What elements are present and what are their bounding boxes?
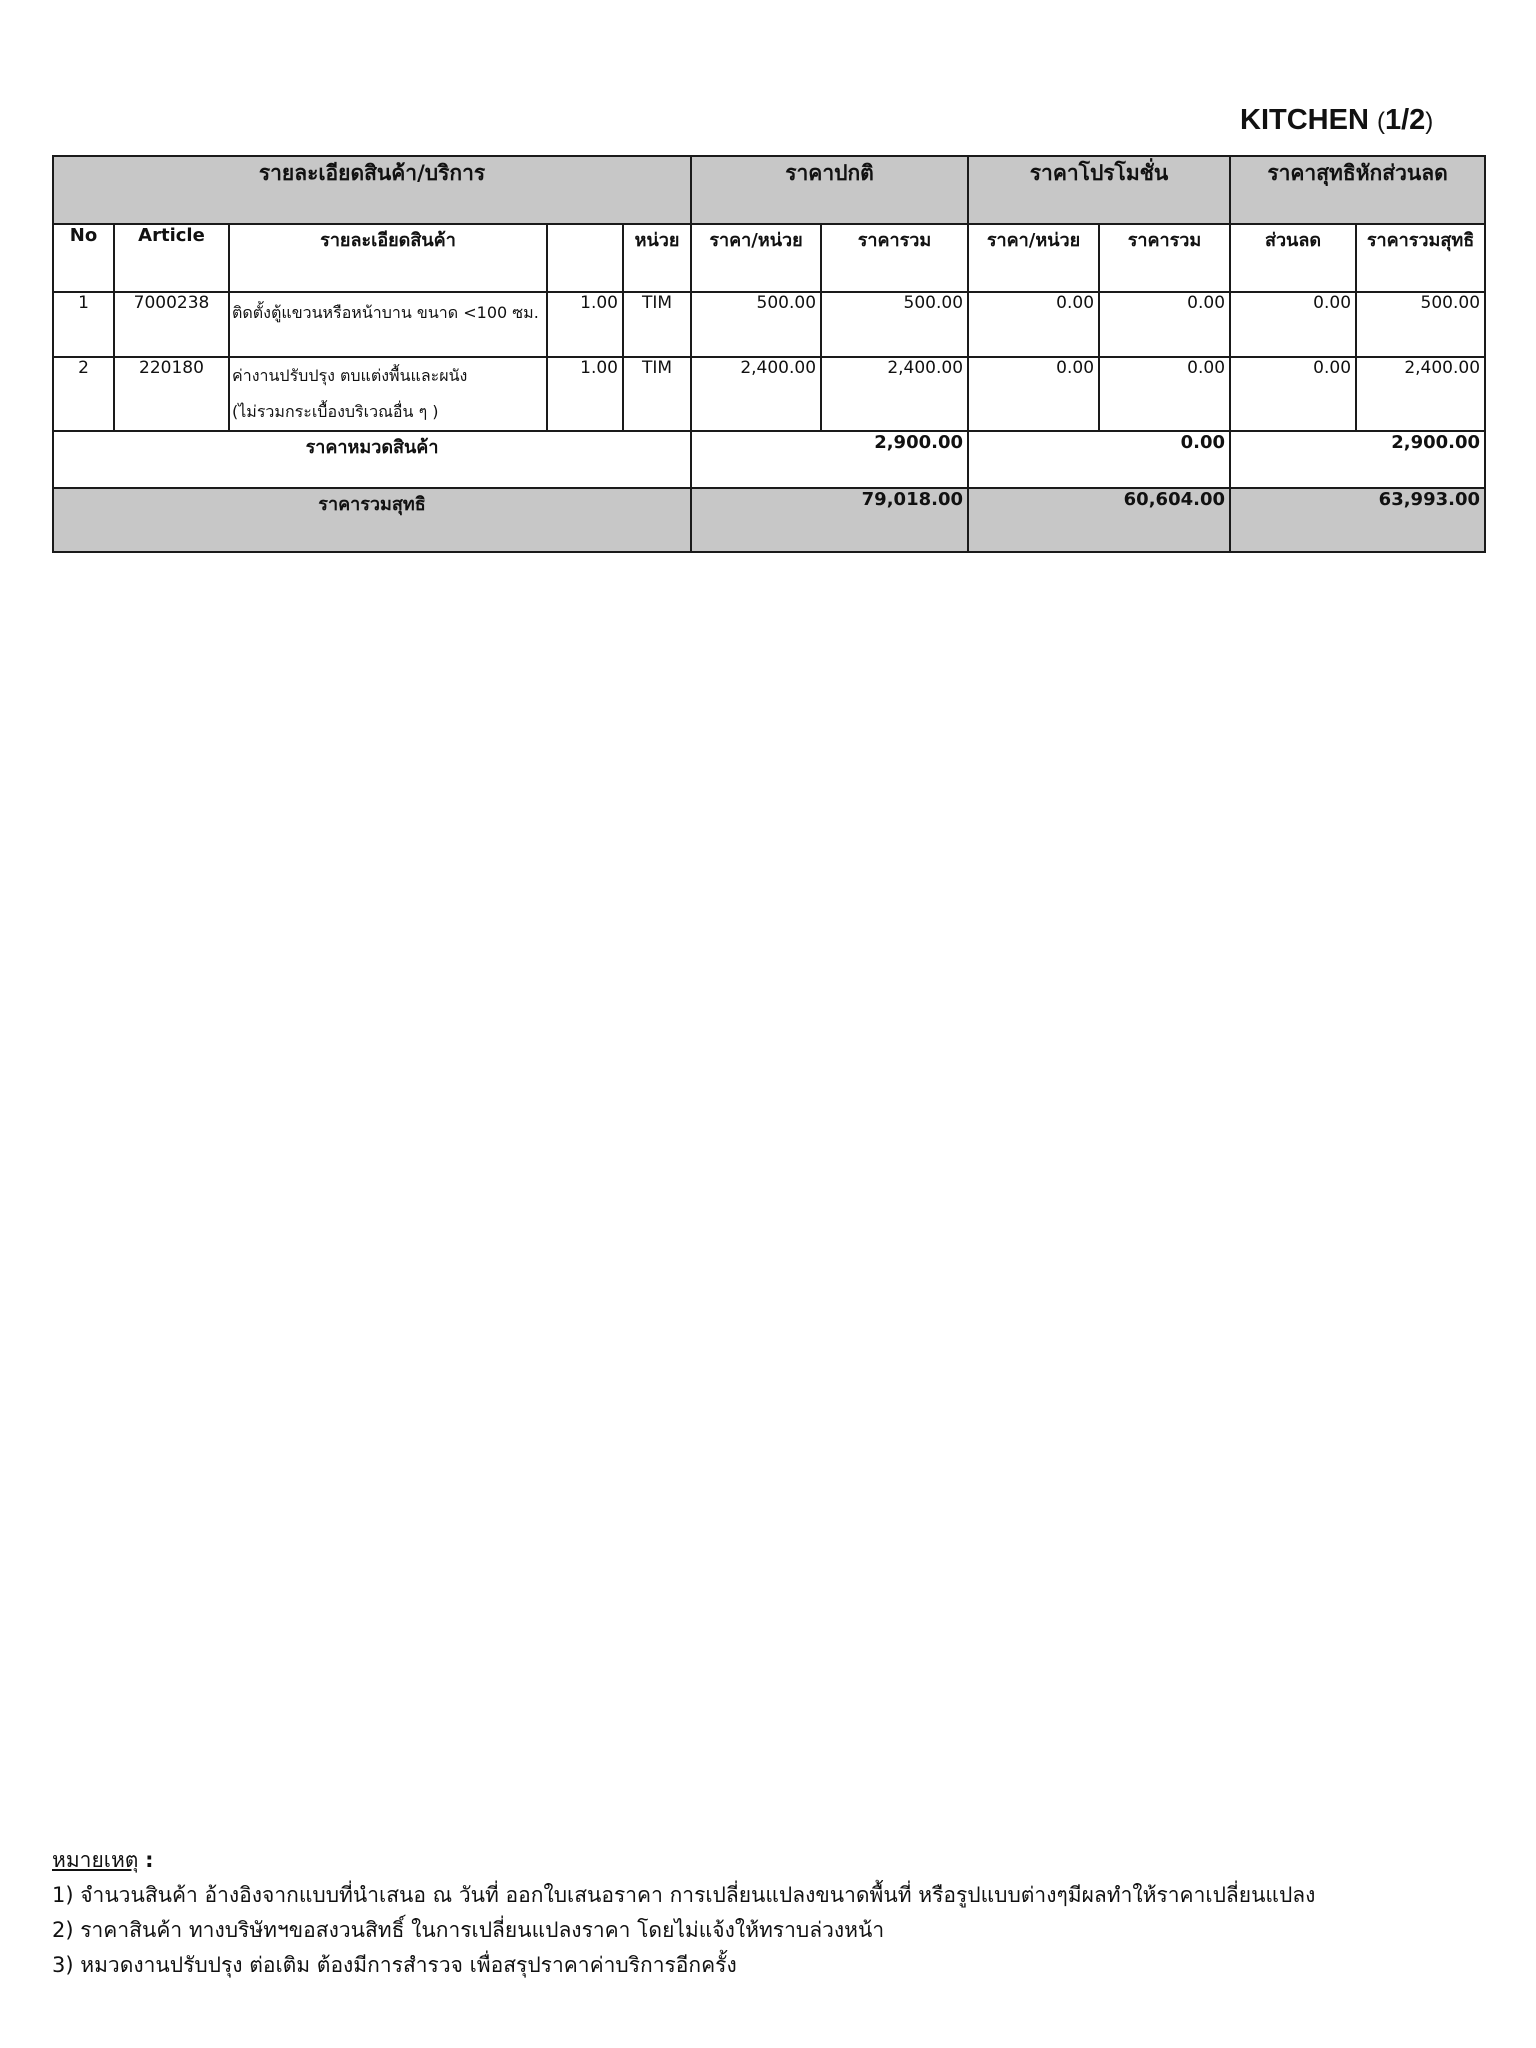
row-qty: 1.00 [547, 292, 623, 357]
row-discount: 0.00 [1230, 292, 1356, 357]
subtotal-normal: 2,900.00 [691, 431, 968, 488]
group-normal-price: ราคาปกติ [691, 156, 968, 224]
row-net-total: 500.00 [1356, 292, 1485, 357]
title-text: KITCHEN [1240, 104, 1369, 136]
row-promo-unit-price: 0.00 [968, 357, 1099, 431]
col-normal-total: ราคารวม [821, 224, 968, 292]
col-promo-total: ราคารวม [1099, 224, 1230, 292]
note-item: 2) ราคาสินค้า ทางบริษัทฯขอสงวนสิทธิ์ ในการเปลี่ยนแปลงราคา โดยไม่แจ้งให้ทราบล่วงหน้า [52, 1918, 885, 1942]
row-article: 7000238 [114, 292, 229, 357]
page-label: 1/2 [1384, 104, 1426, 136]
row-article: 220180 [114, 357, 229, 431]
col-article: Article [114, 224, 229, 292]
row-net-total: 2,400.00 [1356, 357, 1485, 431]
row-description-line: (ไม่รวมกระเบื้องบริเวณอื่น ๆ ) [232, 402, 439, 421]
page-title [1240, 104, 1490, 137]
row-description [229, 292, 547, 357]
subtotal-net: 2,900.00 [1230, 431, 1485, 488]
table-row [53, 292, 1485, 357]
group-details: รายละเอียดสินค้า/บริการ [53, 156, 691, 224]
row-unit: TIM [623, 357, 691, 431]
grand-total-label: ราคารวมสุทธิ [53, 488, 691, 552]
row-normal-total: 500.00 [821, 292, 968, 357]
grand-total-net: 63,993.00 [1230, 488, 1485, 552]
group-promo-price: ราคาโปรโมชั่น [968, 156, 1230, 224]
col-qty [547, 224, 623, 292]
row-promo-total: 0.00 [1099, 357, 1230, 431]
col-unit: หน่วย [623, 224, 691, 292]
note-item: 3) หมวดงานปรับปรุง ต่อเติม ต้องมีการสำรวจ เพื่อสรุปราคาค่าบริการอีกครั้ง [52, 1953, 737, 1977]
row-normal-unit-price: 2,400.00 [691, 357, 821, 431]
row-normal-total: 2,400.00 [821, 357, 968, 431]
col-no: No [53, 224, 114, 292]
row-promo-total: 0.00 [1099, 292, 1230, 357]
row-unit: TIM [623, 292, 691, 357]
paren-open: ( [1376, 108, 1385, 135]
row-description-line: ติดตั้งตู้แขวนหรือหน้าบาน ขนาด <100 ซม. [232, 303, 539, 322]
col-promo-unit-price: ราคา/หน่วย [968, 224, 1099, 292]
group-net-price: ราคาสุทธิหักส่วนลด [1230, 156, 1485, 224]
paren-close: ) [1425, 108, 1434, 135]
subtotal-promo: 0.00 [968, 431, 1230, 488]
notes-title: หมายเหตุ [52, 1848, 139, 1872]
col-net-total: ราคารวมสุทธิ [1356, 224, 1485, 292]
subtotal-row [53, 431, 1485, 488]
notes-section [52, 1843, 1492, 1983]
grand-total-normal: 79,018.00 [691, 488, 968, 552]
row-qty: 1.00 [547, 357, 623, 431]
row-description-line: ค่างานปรับปรุง ตบแต่งพื้นและผนัง [232, 366, 468, 385]
col-discount: ส่วนลด [1230, 224, 1356, 292]
grand-total-row [53, 488, 1485, 552]
row-description [229, 357, 547, 431]
col-description: รายละเอียดสินค้า [229, 224, 547, 292]
grand-total-promo: 60,604.00 [968, 488, 1230, 552]
row-promo-unit-price: 0.00 [968, 292, 1099, 357]
subtotal-label: ราคาหมวดสินค้า [53, 431, 691, 488]
quotation-table [52, 155, 1486, 553]
col-normal-unit-price: ราคา/หน่วย [691, 224, 821, 292]
table-row [53, 357, 1485, 431]
notes-heading [52, 1843, 1492, 1878]
group-header-row [53, 156, 1485, 224]
row-normal-unit-price: 500.00 [691, 292, 821, 357]
row-no: 2 [53, 357, 114, 431]
column-header-row [53, 224, 1485, 292]
note-item: 1) จำนวนสินค้า อ้างอิงจากแบบที่นำเสนอ ณ วันที่ ออกใบเสนอราคา การเปลี่ยนแปลงขนาดพื้นที่ หรือรูปแบบต่างๆมีผลทำให้ราคาเปลี่ยนแปลง [52, 1883, 1316, 1907]
row-no: 1 [53, 292, 114, 357]
row-discount: 0.00 [1230, 357, 1356, 431]
notes-colon: : [145, 1848, 154, 1872]
